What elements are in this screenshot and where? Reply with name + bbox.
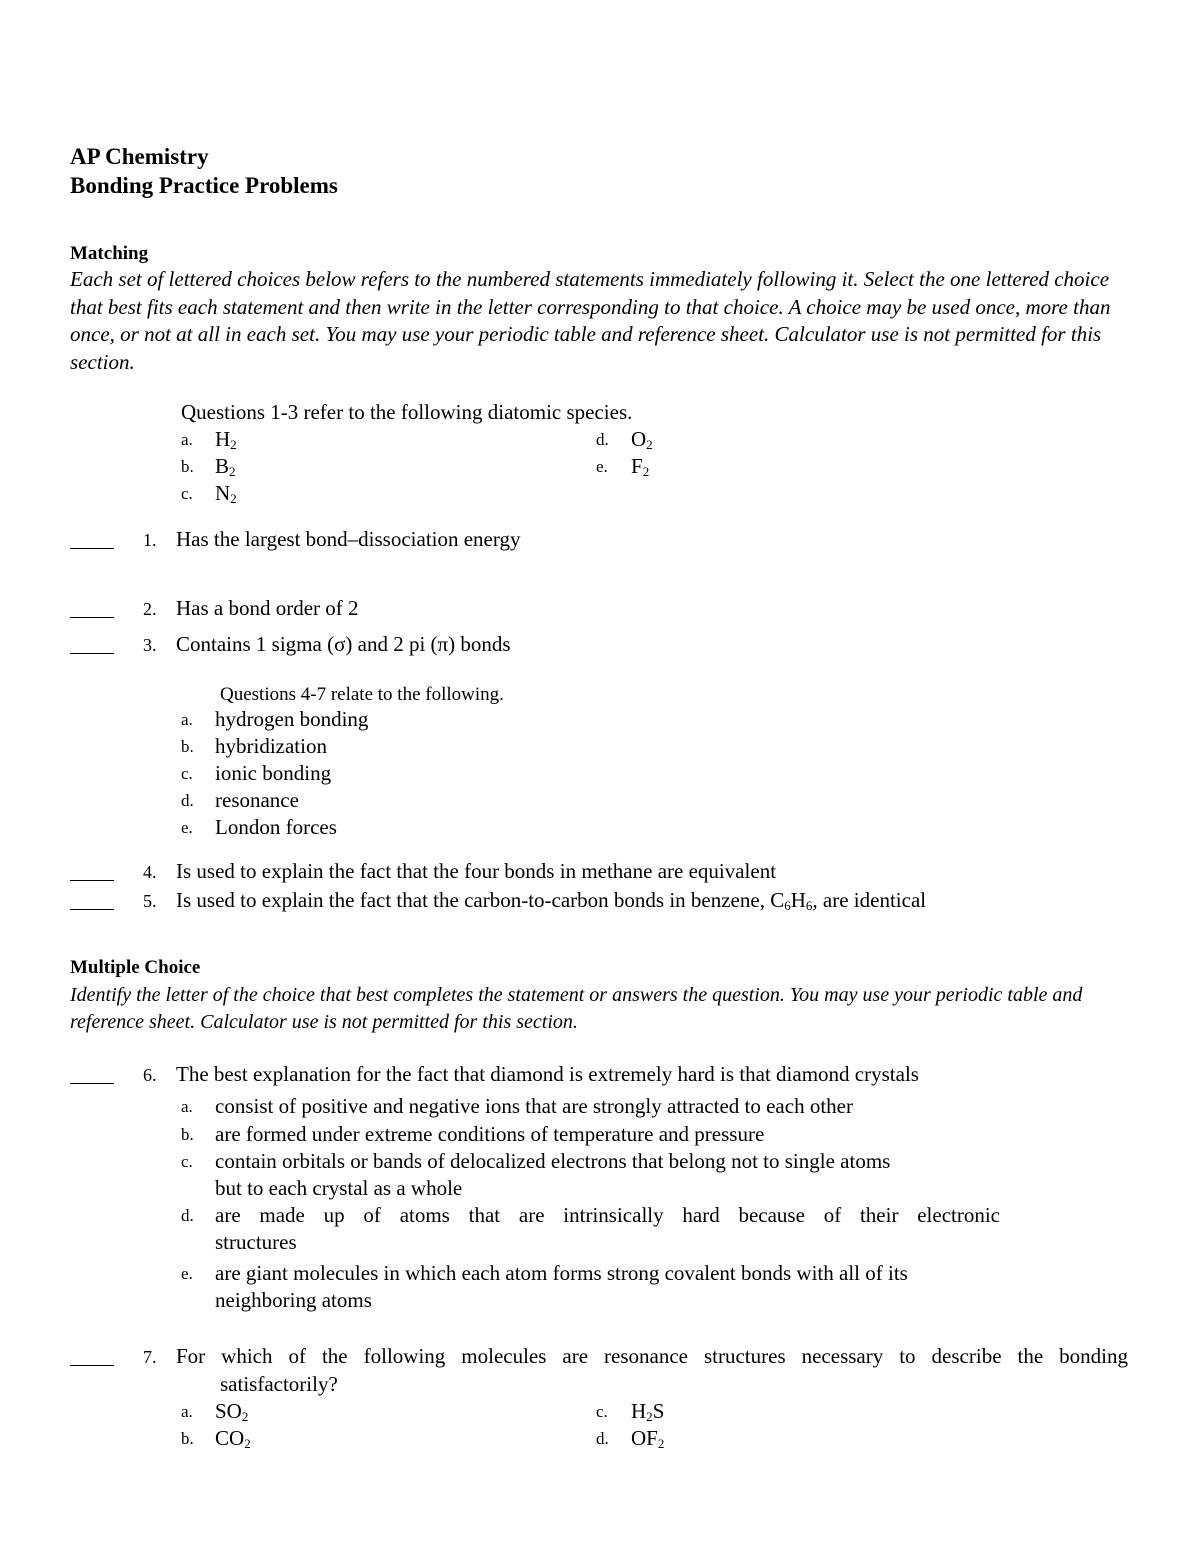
choice-letter: c. (181, 1152, 193, 1171)
choice-letter: e. (181, 818, 193, 837)
question-number: 1. (143, 530, 157, 550)
question-5: Is used to explain the fact that the carbon-to-carbon bonds in benzene, $C_6H_6$, are identical (176, 888, 927, 913)
question-2: Has a bond order of 2 (176, 596, 359, 620)
q6-choice-e: are giant molecules in which each atom forms strong covalent bonds with all of its (215, 1261, 908, 1285)
answer-blank-5[interactable] (70, 909, 114, 910)
choice-letter: e. (181, 1264, 193, 1283)
choice-hydrogen-bonding: hydrogen bonding (215, 707, 369, 731)
answer-blank-2[interactable] (70, 617, 114, 618)
choice-letter: d. (596, 1429, 609, 1448)
q6-choice-e-cont: neighboring atoms (215, 1288, 372, 1312)
q6-choice-c-cont: but to each crystal as a whole (215, 1176, 463, 1200)
choice-london-forces: London forces (215, 815, 337, 839)
set2-intro: Questions 4-7 relate to the following. (220, 684, 504, 705)
answer-blank-4[interactable] (70, 880, 114, 881)
answer-blank-1[interactable] (70, 548, 114, 549)
choice-b2: $B_2$ (215, 454, 236, 479)
choice-letter: a. (181, 1402, 193, 1421)
choice-o2: $O_2$ (631, 427, 653, 452)
choice-letter: c. (596, 1402, 608, 1421)
choice-h2: $H_2$ (215, 427, 237, 452)
choice-letter: b. (181, 457, 194, 476)
question-number: 5. (143, 891, 157, 911)
question-3: Contains 1 sigma (σ) and 2 pi (π) bonds (176, 632, 511, 656)
question-number: 4. (143, 862, 157, 882)
choice-letter: b. (181, 737, 194, 756)
choice-letter: d. (596, 430, 609, 449)
choice-letter: c. (181, 484, 193, 503)
q7-choice-of2: $OF_2$ (631, 1426, 665, 1451)
course-title: AP Chemistry (70, 144, 209, 169)
question-number: 2. (143, 599, 157, 619)
q6-choice-b: are formed under extreme conditions of temperature and pressure (215, 1122, 765, 1146)
answer-blank-3[interactable] (70, 653, 114, 654)
choice-letter: a. (181, 710, 193, 729)
choice-letter: a. (181, 430, 193, 449)
q7-choice-so2: $SO_2$ (215, 1399, 249, 1424)
question-1: Has the largest bond–dissociation energy (176, 527, 521, 551)
choice-letter: b. (181, 1429, 194, 1448)
q6-choice-d-cont: structures (215, 1230, 297, 1254)
choice-hybridization: hybridization (215, 734, 327, 758)
q6-choice-c: contain orbitals or bands of delocalized electrons that belong not to single atoms (215, 1149, 891, 1173)
multiple-choice-instructions: Identify the letter of the choice that best completes the statement or answers the question. You may use your periodic table and reference sheet. Calculator use is not permitted for this section. (70, 984, 1083, 1033)
choice-letter: a. (181, 1097, 193, 1116)
question-4: Is used to explain the fact that the four bonds in methane are equivalent (176, 859, 777, 883)
answer-blank-6[interactable] (70, 1083, 114, 1084)
set1-intro: Questions 1-3 refer to the following diatomic species. (181, 400, 633, 424)
choice-letter: e. (596, 457, 608, 476)
question-6-stem: The best explanation for the fact that diamond is extremely hard is that diamond crystals (176, 1062, 919, 1086)
choice-letter: d. (181, 791, 194, 810)
choice-letter: d. (181, 1206, 194, 1225)
question-7-stem: For which of the following molecules are resonance structures necessary to describe the bonding (176, 1344, 1128, 1368)
question-number: 3. (143, 635, 157, 655)
choice-letter: c. (181, 764, 193, 783)
matching-instructions: Each set of lettered choices below refers to the numbered statements immediately following it. Select the one lettered choice that best fits each statement and then write in the letter corresponding to that choice. A choice may be used once, more than once, or not at all in each set. You may use your periodic table and reference sheet. Calculator use is not permitted for this section. (70, 267, 1111, 374)
answer-blank-7[interactable] (70, 1365, 114, 1366)
question-7-stem-cont: satisfactorily? (220, 1372, 338, 1396)
choice-n2: $N_2$ (215, 481, 237, 506)
choice-f2: $F_2$ (631, 454, 650, 479)
q7-choice-co2: $CO_2$ (215, 1426, 251, 1451)
q6-choice-d: are made up of atoms that are intrinsically hard because of their electronic (215, 1203, 1000, 1227)
choice-ionic-bonding: ionic bonding (215, 761, 332, 785)
page-title: Bonding Practice Problems (70, 173, 338, 198)
multiple-choice-heading: Multiple Choice (70, 957, 201, 978)
matching-heading: Matching (70, 243, 149, 264)
question-number: 6. (143, 1065, 157, 1085)
choice-letter: b. (181, 1125, 194, 1144)
q7-choice-h2s: $H_2S$ (631, 1399, 665, 1424)
choice-resonance: resonance (215, 788, 299, 812)
q6-choice-a: consist of positive and negative ions that are strongly attracted to each other (215, 1094, 853, 1118)
question-number: 7. (143, 1347, 157, 1367)
